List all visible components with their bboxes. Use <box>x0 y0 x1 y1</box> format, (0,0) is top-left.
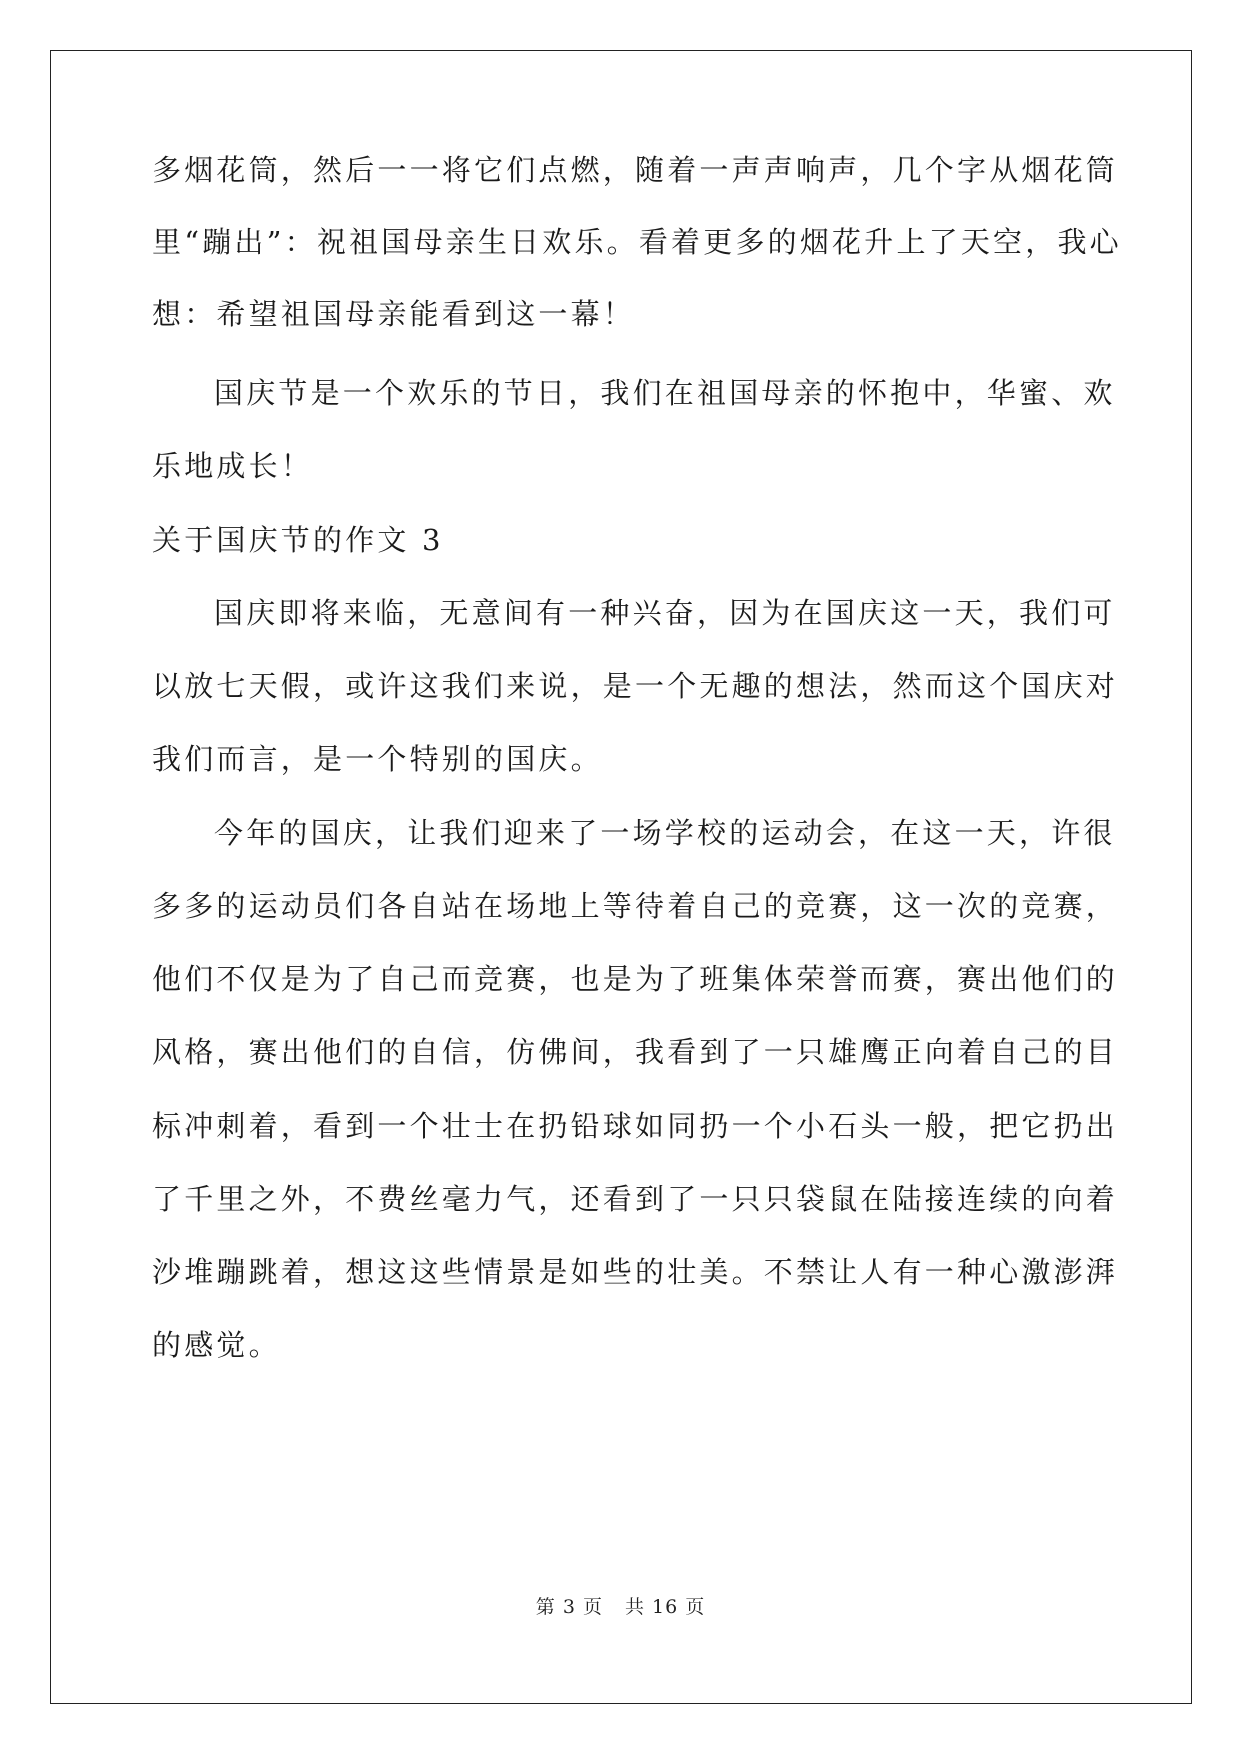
paragraph-line: 国庆即将来临，无意间有一种兴奋，因为在国庆这一天，我们可 <box>214 596 1116 630</box>
section-heading: 关于国庆节的作文 3 <box>152 523 444 557</box>
paragraph-line: 以放七天假，或许这我们来说，是一个无趣的想法，然而这个国庆对 <box>152 669 1119 703</box>
page-footer <box>0 1592 1241 1619</box>
paragraph-line: 他们不仅是为了自己而竞赛，也是为了班集体荣誉而赛，赛出他们的 <box>152 962 1119 996</box>
paragraph-line: 里“蹦出”：祝祖国母亲生日欢乐。看着更多的烟花升上了天空，我心 <box>152 225 1122 259</box>
paragraph-line: 我们而言，是一个特别的国庆。 <box>152 742 603 776</box>
paragraph-line: 今年的国庆，让我们迎来了一场学校的运动会，在这一天，许很 <box>214 816 1116 850</box>
paragraph-line: 多烟花筒，然后一一将它们点燃，随着一声声响声，几个字从烟花筒 <box>152 153 1119 187</box>
paragraph-line: 乐地成长！ <box>152 449 314 483</box>
page-number: 第 3 页 <box>535 1596 603 1618</box>
paragraph-line: 沙堆蹦跳着，想这这些情景是如些的壮美。不禁让人有一种心激澎湃 <box>152 1255 1119 1289</box>
paragraph-line: 风格，赛出他们的自信，仿佛间，我看到了一只雄鹰正向着自己的目 <box>152 1035 1119 1069</box>
paragraph-line: 多多的运动员们各自站在场地上等待着自己的竞赛，这一次的竞赛， <box>152 889 1119 923</box>
paragraph-line: 了千里之外，不费丝毫力气，还看到了一只只袋鼠在陆接连续的向着 <box>152 1182 1119 1216</box>
paragraph-line: 国庆节是一个欢乐的节日，我们在祖国母亲的怀抱中，华蜜、欢 <box>214 376 1116 410</box>
paragraph-line: 的感觉。 <box>152 1328 281 1362</box>
page-total: 共 16 页 <box>624 1596 706 1618</box>
paragraph-line: 标冲刺着，看到一个壮士在扔铅球如同扔一个小石头一般，把它扔出 <box>152 1109 1119 1143</box>
paragraph-line: 想：希望祖国母亲能看到这一幕！ <box>152 297 636 331</box>
